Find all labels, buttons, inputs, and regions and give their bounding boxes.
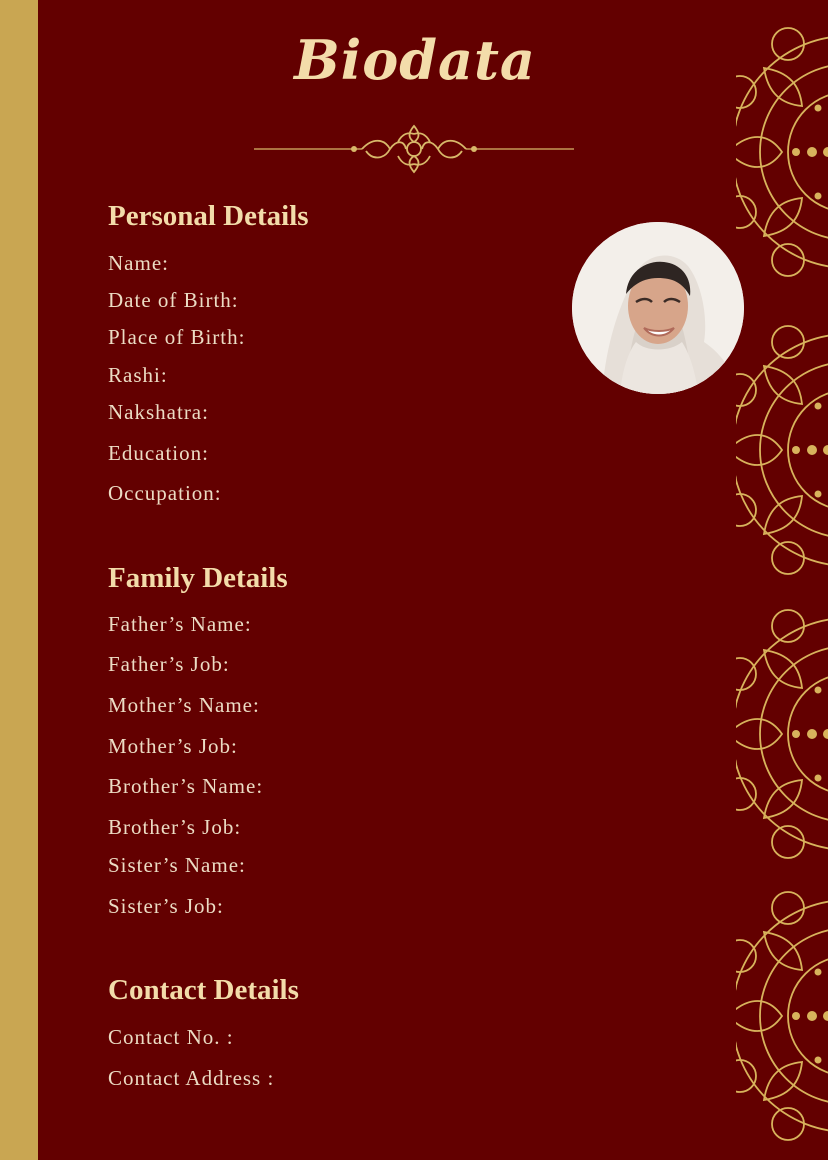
field-sisters-job: Sister’s Job: xyxy=(108,894,224,918)
portrait-image xyxy=(572,222,744,394)
mandala-icon xyxy=(736,28,828,276)
field-brothers-job: Brother’s Job: xyxy=(108,815,242,839)
field-mothers-job: Mother’s Job: xyxy=(108,734,238,758)
field-nakshatra: Nakshatra: xyxy=(108,400,209,424)
ornamental-divider-icon xyxy=(254,118,574,178)
family-details-heading: Family Details xyxy=(108,562,288,594)
mandala-icon xyxy=(736,610,828,858)
mandala-icon xyxy=(736,326,828,574)
field-contact-no: Contact No. : xyxy=(108,1025,234,1049)
field-education: Education: xyxy=(108,441,209,465)
gold-side-strip xyxy=(0,0,38,1160)
field-date-of-birth: Date of Birth: xyxy=(108,288,239,312)
contact-details-heading: Contact Details xyxy=(108,974,299,1006)
field-mothers-name: Mother’s Name: xyxy=(108,693,260,717)
field-name: Name: xyxy=(108,251,169,275)
field-sisters-name: Sister’s Name: xyxy=(108,853,246,877)
field-rashi: Rashi: xyxy=(108,363,168,387)
profile-photo xyxy=(572,222,744,394)
page-title: Biodata xyxy=(294,28,536,92)
field-fathers-name: Father’s Name: xyxy=(108,612,252,636)
field-contact-address: Contact Address : xyxy=(108,1066,275,1090)
personal-details-heading: Personal Details xyxy=(108,200,309,232)
mandala-icon xyxy=(736,892,828,1140)
field-fathers-job: Father’s Job: xyxy=(108,652,230,676)
field-brothers-name: Brother’s Name: xyxy=(108,774,264,798)
field-place-of-birth: Place of Birth: xyxy=(108,325,246,349)
mandala-border xyxy=(736,0,828,1160)
field-occupation: Occupation: xyxy=(108,481,222,505)
